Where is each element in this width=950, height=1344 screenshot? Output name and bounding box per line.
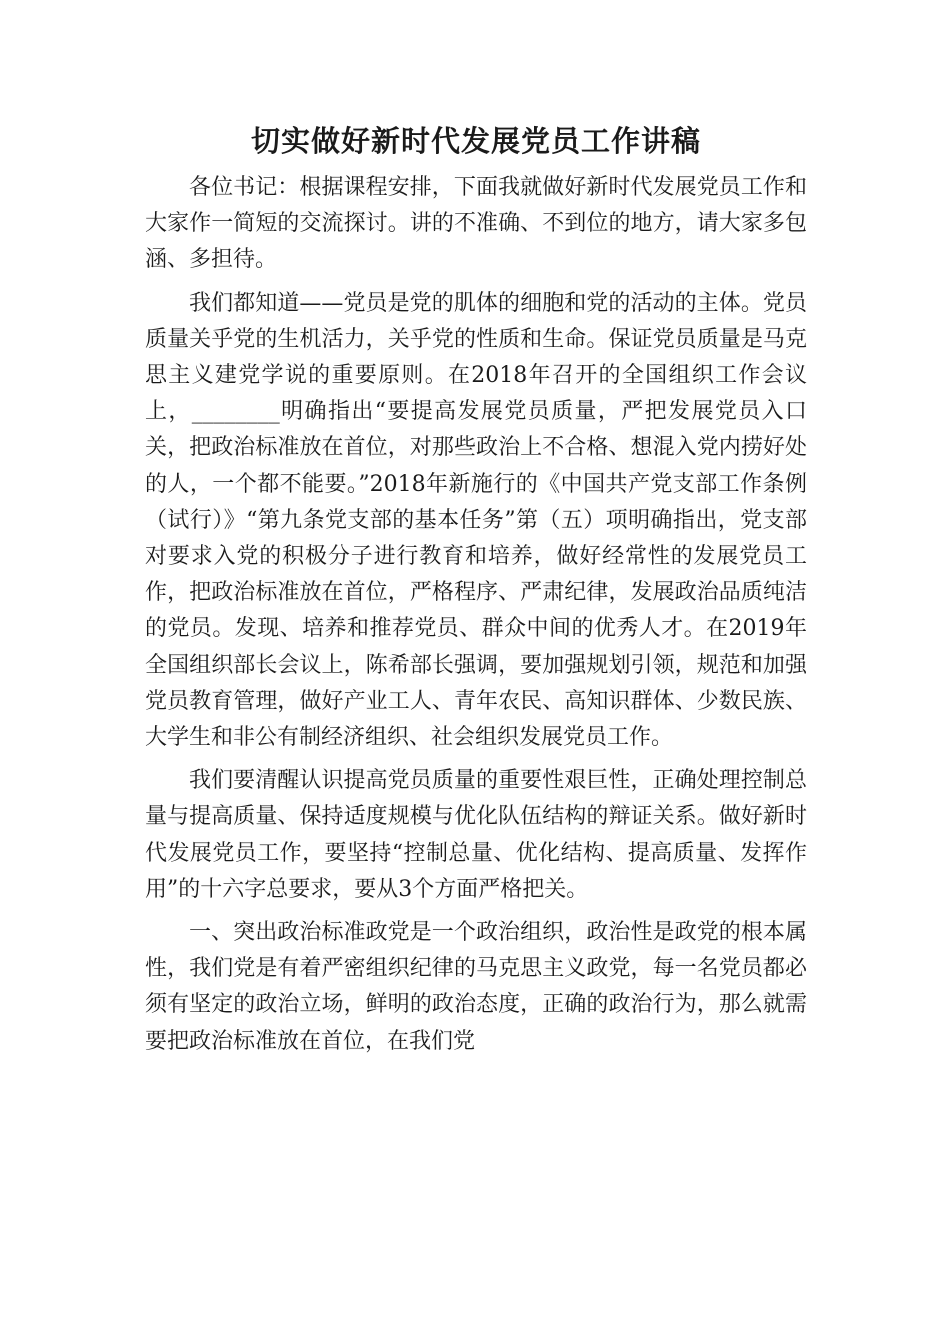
document-body <box>145 118 807 1060</box>
paragraph-spacer <box>145 908 807 915</box>
paragraph-requirements: 我们要清醒认识提高党员质量的重要性艰巨性，正确处理控制总量与提高质量、保持适度规模与优化队伍结构的辩证关系。做好新时代发展党员工作，要坚持“控制总量、优化结构、提高质量、发挥作用”的十六字总要求，要从3个方面严格把关。 <box>145 768 807 902</box>
document-title: 切实做好新时代发展党员工作讲稿 <box>250 124 701 158</box>
paragraph-spacer <box>145 279 807 286</box>
paragraph-political-standard: 一、突出政治标准政党是一个政治组织，政治性是政党的根本属性，我们党是有着严密组织纪律的马克思主义政党，每一名党员都必须有坚定的政治立场，鲜明的政治态度，正确的政治行为，那么就需要把政治标准放在首位，在我们党 <box>145 920 807 1054</box>
paragraph-spacer <box>145 756 807 763</box>
paragraph-greeting: 各位书记：根据课程安排，下面我就做好新时代发展党员工作和大家作一简短的交流探讨。讲的不准确、不到位的地方，请大家多包涵、多担待。 <box>145 175 807 273</box>
paragraph-party-member-quality: 我们都知道——党员是党的肌体的细胞和党的活动的主体。党员质量关乎党的生机活力，关乎党的性质和生命。保证党员质量是马克思主义建党学说的重要原则。在2018年召开的全国组织工作会议上，________明确指出“要提高发展党员质量，严把发展党员入口关，把政治标准放在首位，对那些政治上不合格、想混入党内捞好处的人，一个都不能要。”2018年新施行的《中国共产党支部工作条例（试行）》“第九条党支部的基本任务”第（五）项明确指出，党支部对要求入党的积极分子进行教育和培养，做好经常性的发展党员工作，把政治标准放在首位，严格程序、严肃纪律，发展政治品质纯洁的党员。发现、培养和推荐党员、群众中间的优秀人才。在2019年全国组织部长会议上，陈希部长强调，要加强规划引领，规范和加强党员教育管理，做好产业工人、青年农民、高知识群体、少数民族、大学生和非公有制经济组织、社会组织发展党员工作。 <box>145 290 807 751</box>
